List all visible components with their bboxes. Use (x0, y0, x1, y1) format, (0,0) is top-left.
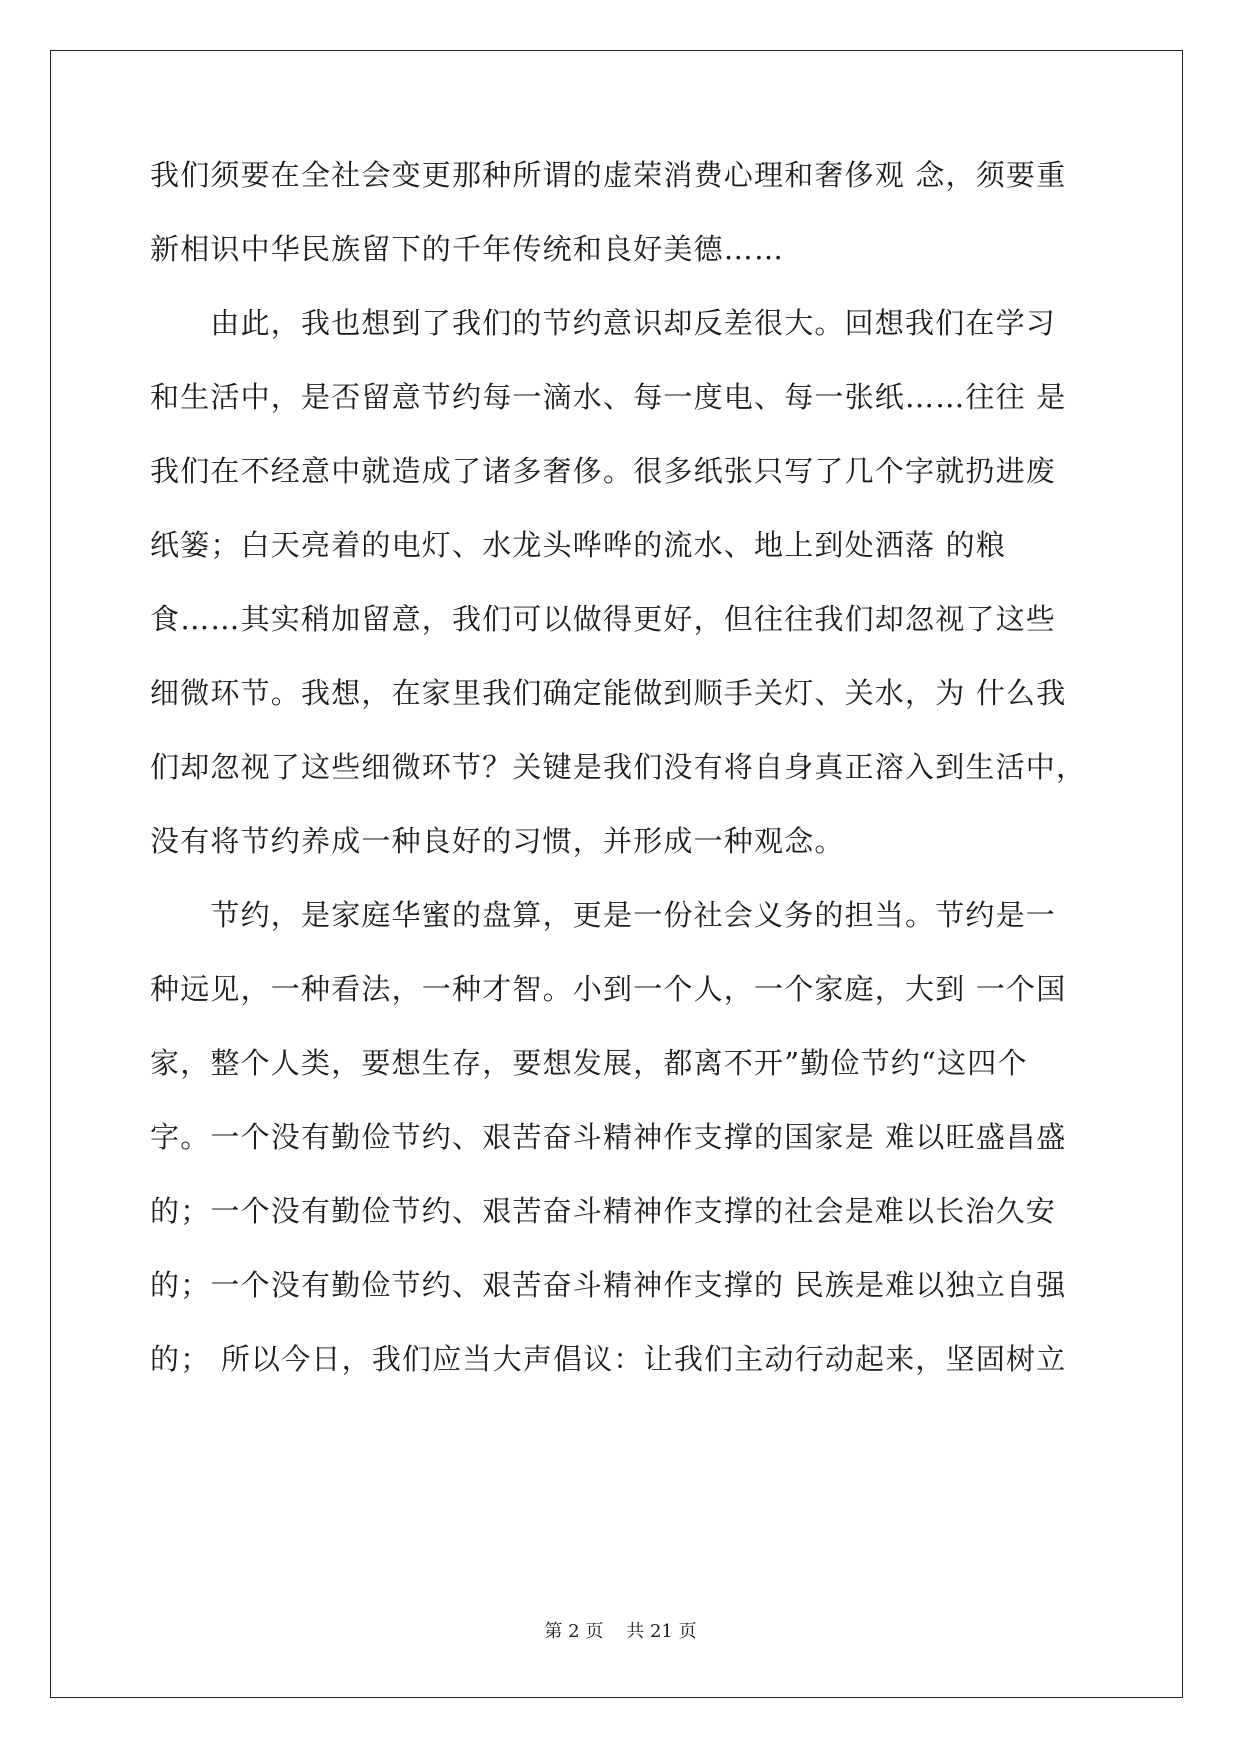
page-number: 第 2 页 (544, 1621, 604, 1642)
text-line: 们却忽视了这些细微环节？关键是我们没有将自身真正溶入到生活中， (150, 750, 1087, 784)
text-line: 由此，我也想到了我们的节约意识却反差很大。回想我们在学习 (150, 306, 1057, 340)
text-line: 新相识中华民族留下的千年传统和良好美德…… (150, 232, 785, 266)
text-line: 细微环节。我想，在家里我们确定能做到顺手关灯、关水，为 什么我 (150, 676, 1067, 710)
page-footer (0, 1620, 1241, 1644)
text-line: 的； 所以今日，我们应当大声倡议：让我们主动行动起来，坚固树立 (150, 1342, 1067, 1376)
text-line: 节约，是家庭华蜜的盘算，更是一份社会义务的担当。节约是一 (150, 898, 1057, 932)
text-line: 种远见，一种看法，一种才智。小到一个人，一个家庭，大到 一个国 (150, 972, 1067, 1006)
text-line: 的；一个没有勤俭节约、艰苦奋斗精神作支撑的 民族是难以独立自强 (150, 1268, 1067, 1302)
text-line: 没有将节约养成一种良好的习惯，并形成一种观念。 (150, 824, 845, 858)
text-line: 我们在不经意中就造成了诸多奢侈。很多纸张只写了几个字就扔进废 (150, 454, 1057, 488)
text-line: 纸篓；白天亮着的电灯、水龙头哗哗的流水、地上到处洒落 的粮 (150, 528, 1007, 562)
page-border (50, 50, 1183, 1698)
footer-gap (603, 1621, 626, 1642)
text-line: 家，整个人类，要想生存，要想发展，都离不开”勤俭节约“这四个 (150, 1046, 1028, 1080)
text-line: 和生活中，是否留意节约每一滴水、每一度电、每一张纸……往往 是 (150, 380, 1067, 414)
text-line: 食……其实稍加留意，我们可以做得更好，但往往我们却忽视了这些 (150, 602, 1057, 636)
page-total: 共 21 页 (626, 1621, 697, 1642)
text-line: 字。一个没有勤俭节约、艰苦奋斗精神作支撑的国家是 难以旺盛昌盛 (150, 1120, 1067, 1154)
text-line: 我们须要在全社会变更那种所谓的虚荣消费心理和奢侈观 念，须要重 (150, 158, 1067, 192)
text-line: 的；一个没有勤俭节约、艰苦奋斗精神作支撑的社会是难以长治久安 (150, 1194, 1057, 1228)
